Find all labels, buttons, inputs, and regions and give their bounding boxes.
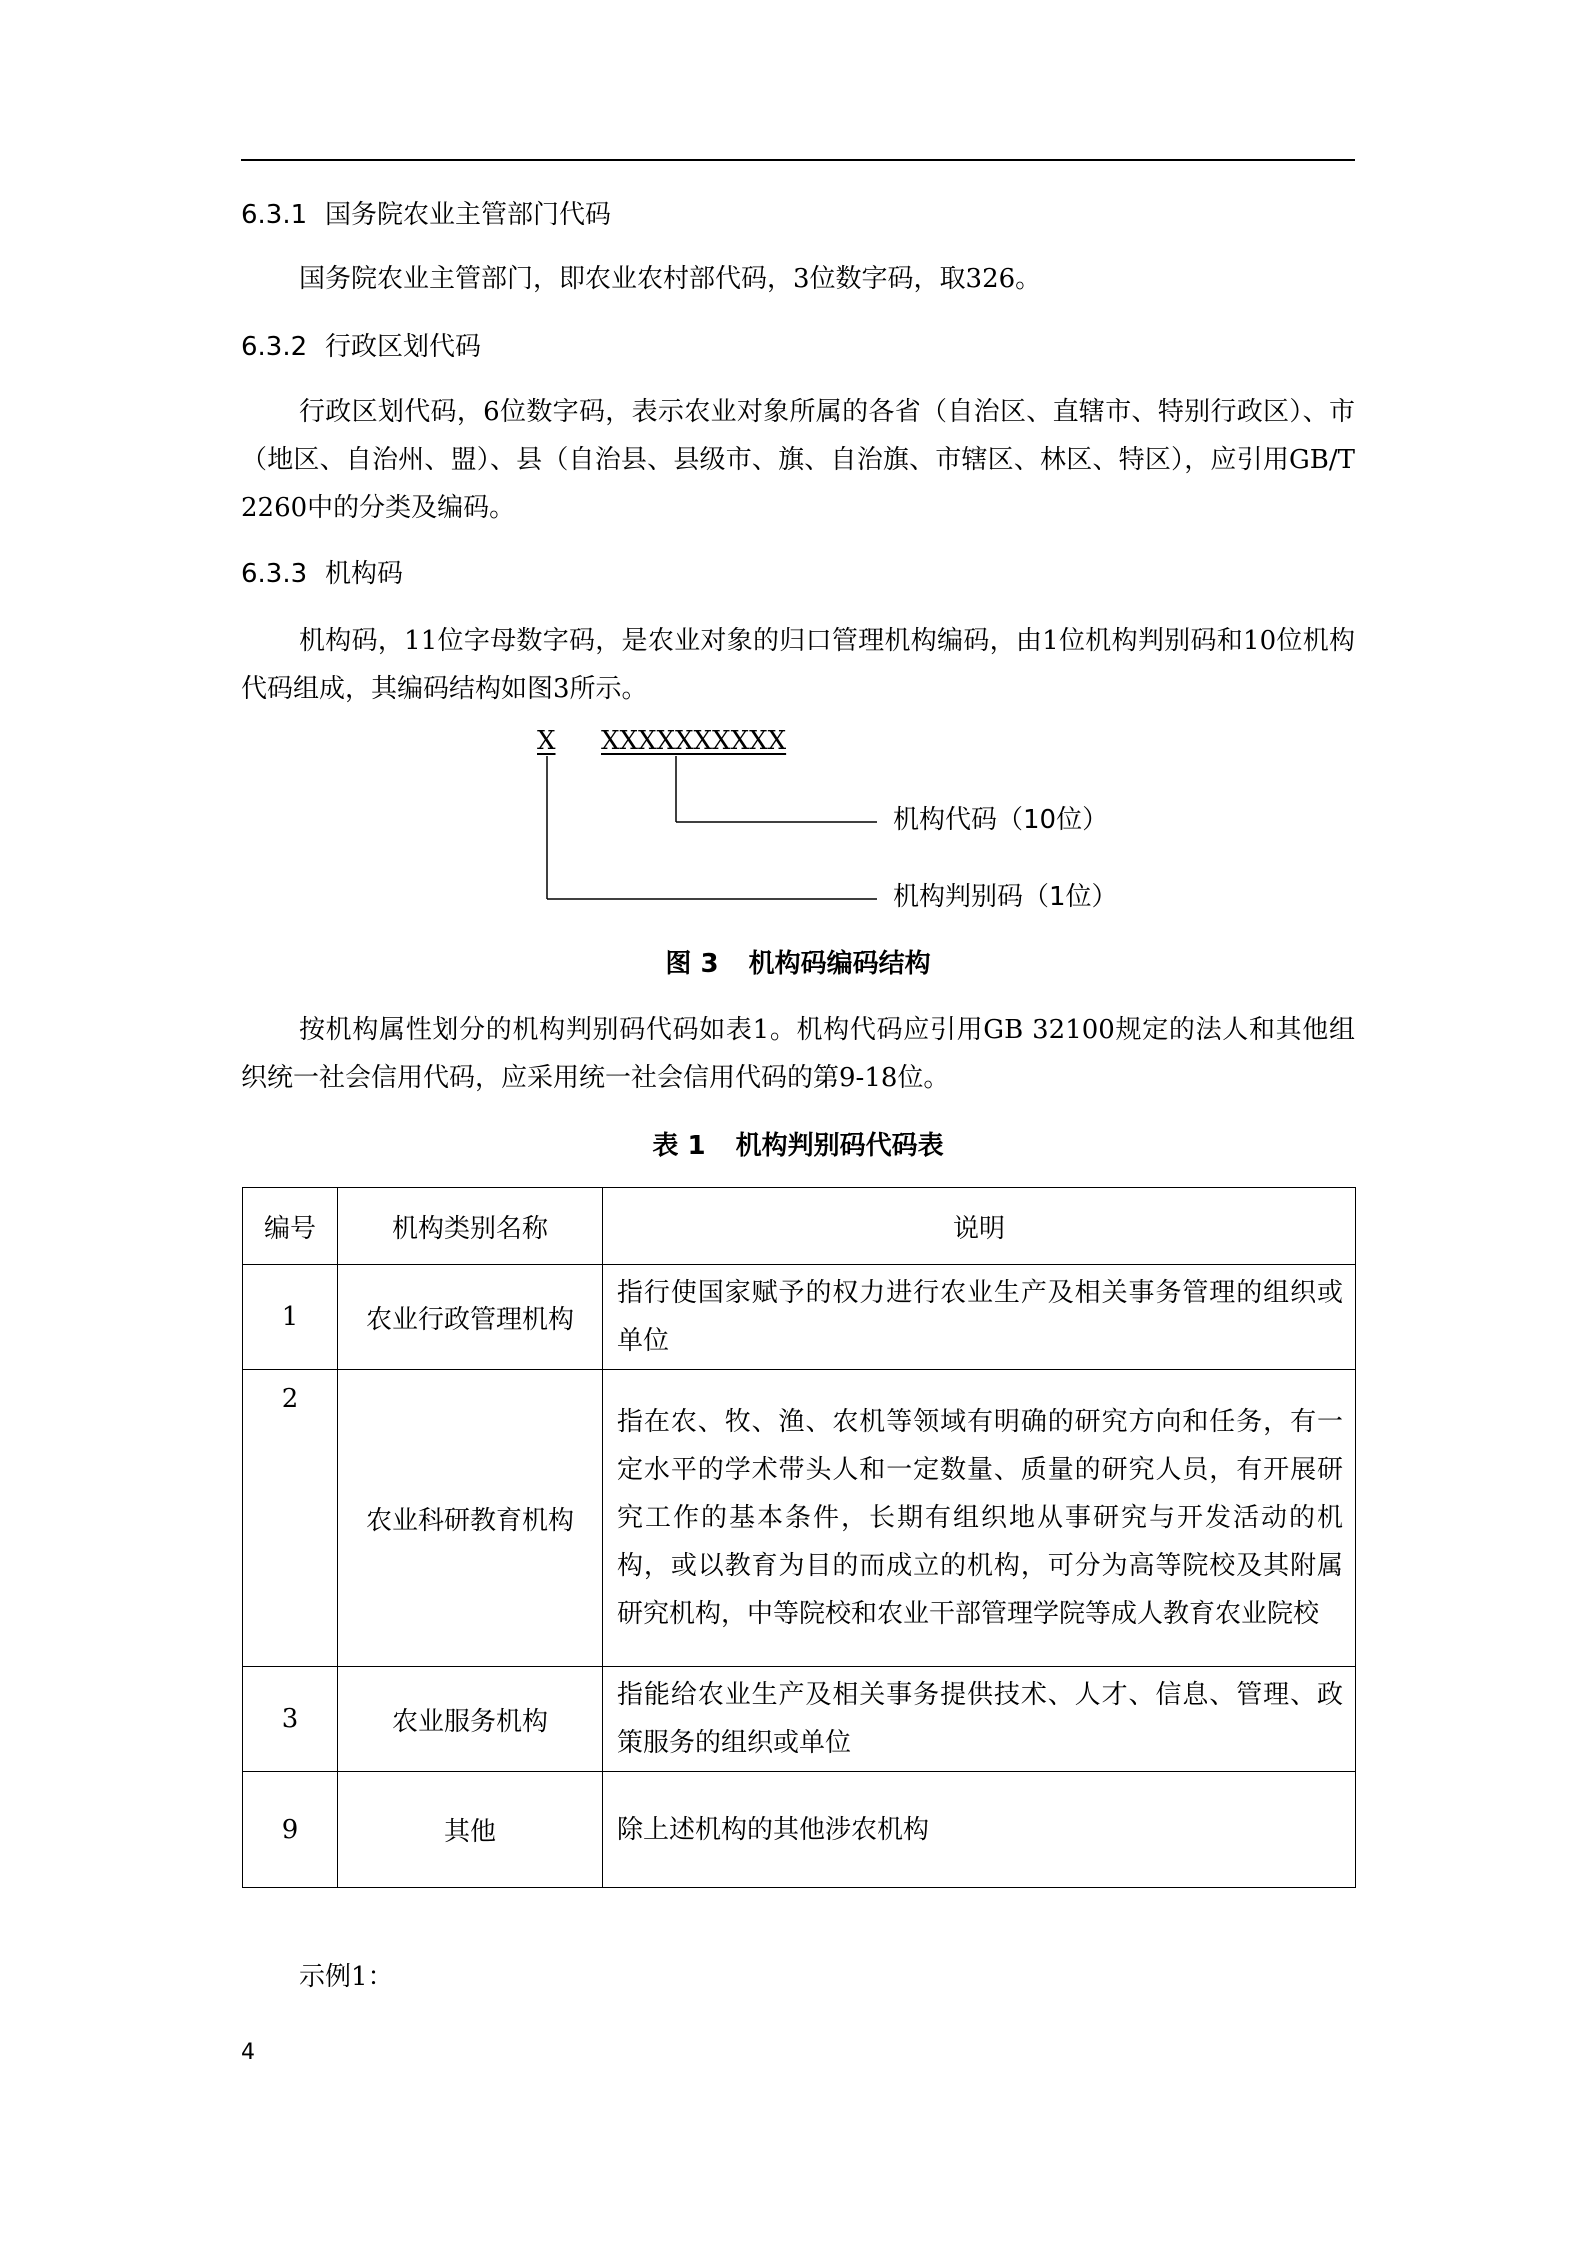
section-title: 行政区划代码 <box>325 332 482 362</box>
label-org-code: 机构代码（10位） <box>893 805 1109 835</box>
paragraph: 机构码，11位字母数字码，是农业对象的归口管理机构编码，由1位机构判别码和10位机构代码组成，其编码结构如图3所示。 <box>241 626 1355 704</box>
figure-caption-title: 机构码编码结构 <box>748 949 931 979</box>
org-judge-code-table <box>242 1187 1356 1888</box>
table-row <box>243 1772 1356 1888</box>
row-category-name: 农业科研教育机构 <box>338 1370 603 1667</box>
table-row <box>243 1667 1356 1772</box>
section-heading-6-3-3 <box>241 557 403 591</box>
row-description: 指行使国家赋予的权力进行农业生产及相关事务管理的组织或单位 <box>603 1265 1356 1370</box>
table-header-row <box>243 1188 1356 1265</box>
table-caption <box>241 1129 1355 1163</box>
row-description: 指能给农业生产及相关事务提供技术、人才、信息、管理、政策服务的组织或单位 <box>603 1667 1356 1772</box>
code-first-char: X <box>537 726 556 756</box>
page-number: 4 <box>241 2040 255 2065</box>
section-body-6-3-2 <box>241 388 1355 532</box>
header-number: 编号 <box>243 1188 338 1265</box>
row-number: 3 <box>243 1667 338 1772</box>
row-number: 1 <box>243 1265 338 1370</box>
header-category-name: 机构类别名称 <box>338 1188 603 1265</box>
paragraph: 国务院农业主管部门，即农业农村部代码，3位数字码，取326。 <box>299 264 1042 294</box>
figure-caption-number: 图 3 <box>665 949 719 979</box>
section-heading-6-3-2 <box>241 330 481 364</box>
paragraph: 行政区划代码，6位数字码，表示农业对象所属的各省（自治区、直辖市、特别行政区）、市（地区、自治州、盟）、县（自治县、县级市、旗、自治旗、市辖区、林区、特区），应引用GB/T 2260中的分类及编码。 <box>241 397 1355 523</box>
table-caption-title: 机构判别码代码表 <box>735 1131 944 1161</box>
code-rest-chars: XXXXXXXXXX <box>601 726 787 756</box>
section-number: 6.3.3 <box>241 559 308 589</box>
row-number: 2 <box>243 1370 338 1667</box>
row-description: 除上述机构的其他涉农机构 <box>603 1772 1356 1888</box>
row-category-name: 其他 <box>338 1772 603 1888</box>
section-body-6-3-1 <box>241 255 1355 303</box>
section-number: 6.3.1 <box>241 200 308 230</box>
figure-caption <box>241 947 1355 981</box>
row-category-name: 农业服务机构 <box>338 1667 603 1772</box>
section-number: 6.3.2 <box>241 332 308 362</box>
section-title: 国务院农业主管部门代码 <box>325 200 612 230</box>
row-category-name: 农业行政管理机构 <box>338 1265 603 1370</box>
header-description: 说明 <box>603 1188 1356 1265</box>
row-description: 指在农、牧、渔、农机等领域有明确的研究方向和任务，有一定水平的学术带头人和一定数量、质量的研究人员，有开展研究工作的基本条件，长期有组织地从事研究与开发活动的机构，或以教育为目的而成立的机构，可分为高等院校及其附属研究机构，中等院校和农业干部管理学院等成人教育农业院校 <box>603 1370 1356 1667</box>
table-row <box>243 1265 1356 1370</box>
section-body-6-3-3 <box>241 617 1355 713</box>
table-row <box>243 1370 1356 1667</box>
paragraph: 按机构属性划分的机构判别码代码如表1。机构代码应引用GB 32100规定的法人和其他组织统一社会信用代码，应采用统一社会信用代码的第9-18位。 <box>241 1015 1355 1093</box>
header-rule <box>241 159 1355 161</box>
example-label: 示例1： <box>299 1962 394 1992</box>
label-judge-code: 机构判别码（1位） <box>893 882 1118 912</box>
section-heading-6-3-1 <box>241 198 611 232</box>
table-caption-number: 表 1 <box>652 1131 706 1161</box>
section-title: 机构码 <box>325 559 404 589</box>
row-number: 9 <box>243 1772 338 1888</box>
table-intro-paragraph <box>241 1006 1355 1102</box>
